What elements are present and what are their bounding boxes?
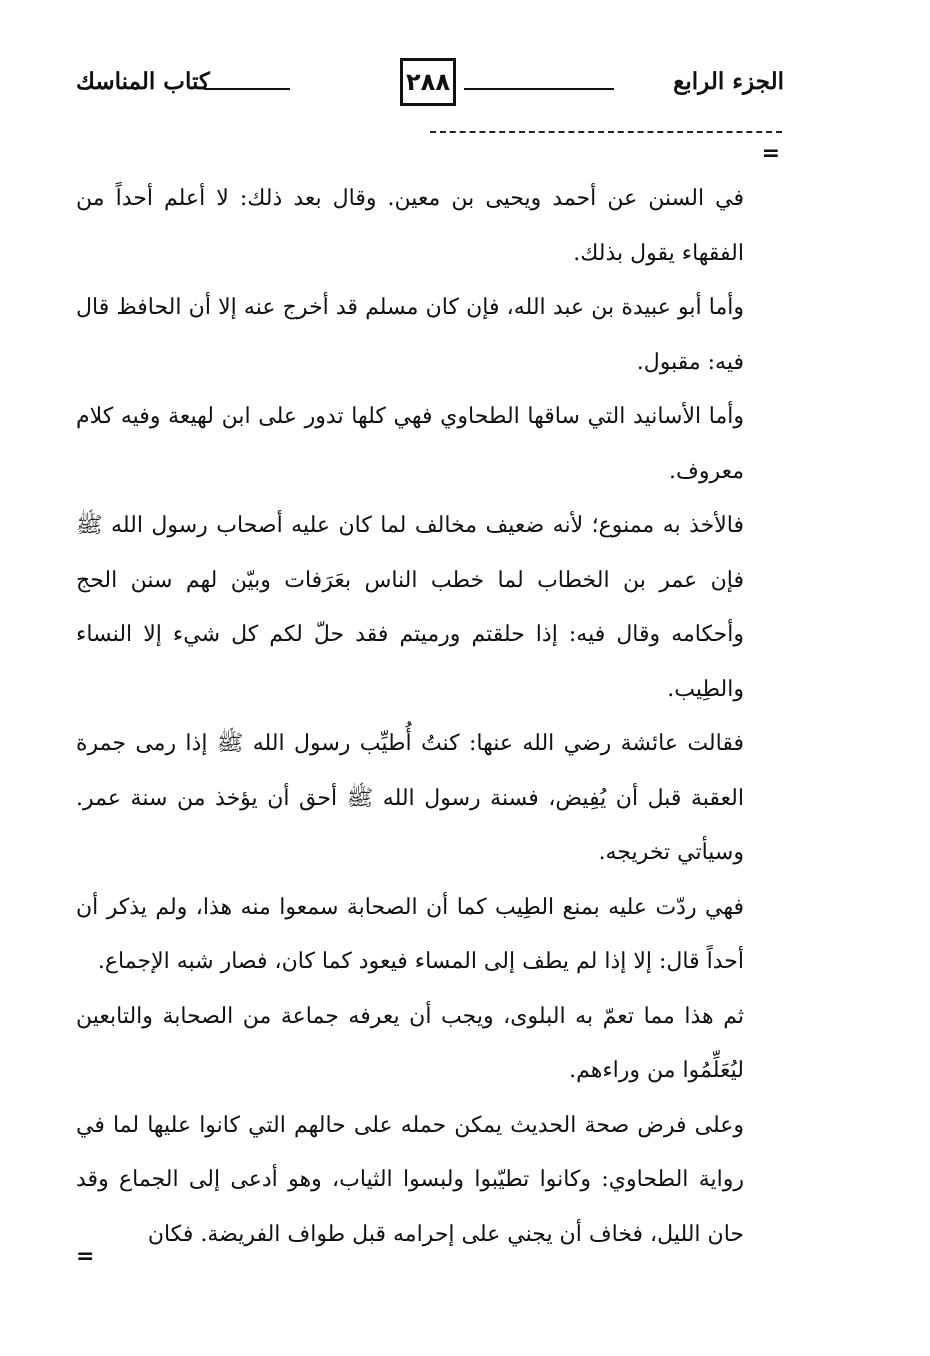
page-number: ٢٨٨ [400,58,456,106]
book-title: كتاب المناسك [76,68,210,95]
footnote-body [76,172,744,1262]
header-rule-right [464,88,614,90]
continuation-mark-bottom: = [76,1244,95,1269]
footnote-separator [430,131,782,133]
paragraph: وأما أبو عبيدة بن عبد الله، فإن كان مسلم قد أخرج عنه إلا أن الحافظ قال فيه: مقبول. [76,295,744,375]
paragraph: فالأخذ به ممنوع؛ لأنه ضعيف مخالف لما كان عليه أصحاب رسول الله ﷺ فإن عمر بن الخطاب لما خطب الناس بعَرَفات وبيّن لهم سنن الحج وأحكامه وقال فيه: إذا حلقتم ورميتم فقد حلّ لكم كل شيء إلا النساء والطِيب. [76,513,744,702]
continuation-mark-top: = [761,141,780,166]
paragraph: في السنن عن أحمد ويحيى بن معين. وقال بعد ذلك: لا أعلم أحداً من الفقهاء يقول بذلك. [76,186,744,266]
running-header [76,58,784,118]
paragraph: وعلى فرض صحة الحديث يمكن حمله على حالهم التي كانوا عليها لما في رواية الطحاوي: وكانوا تطيّبوا ولبسوا الثياب، وهو أدعى إلى الجماع وقد حان الليل، فخاف أن يجني على إحرامه قبل طواف الفريضة. فكان [76,1112,744,1247]
paragraph: وأما الأسانيد التي ساقها الطحاوي فهي كلها تدور على ابن لهيعة وفيه كلام معروف. [76,404,744,484]
paragraph: فهي ردّت عليه بمنع الطِيب كما أن الصحابة سمعوا منه هذا، ولم يذكر أن أحداً قال: إلا إذا لم يطف إلى المساء فيعود كما كان، فصار شبه الإجماع. [76,894,744,974]
part-title: الجزء الرابع [673,68,784,95]
header-rule-left [204,88,290,90]
paragraph: ثم هذا مما تعمّ به البلوى، ويجب أن يعرفه جماعة من الصحابة والتابعين ليُعَلِّمُوا من وراءهم. [76,1003,744,1083]
paragraph: فقالت عائشة رضي الله عنها: كنتُ أُطيِّب رسول الله ﷺ إذا رمى جمرة العقبة قبل أن يُفِيض، فسنة رسول الله ﷺ أحق أن يؤخذ من سنة عمر. وسيأتي تخريجه. [76,731,744,865]
